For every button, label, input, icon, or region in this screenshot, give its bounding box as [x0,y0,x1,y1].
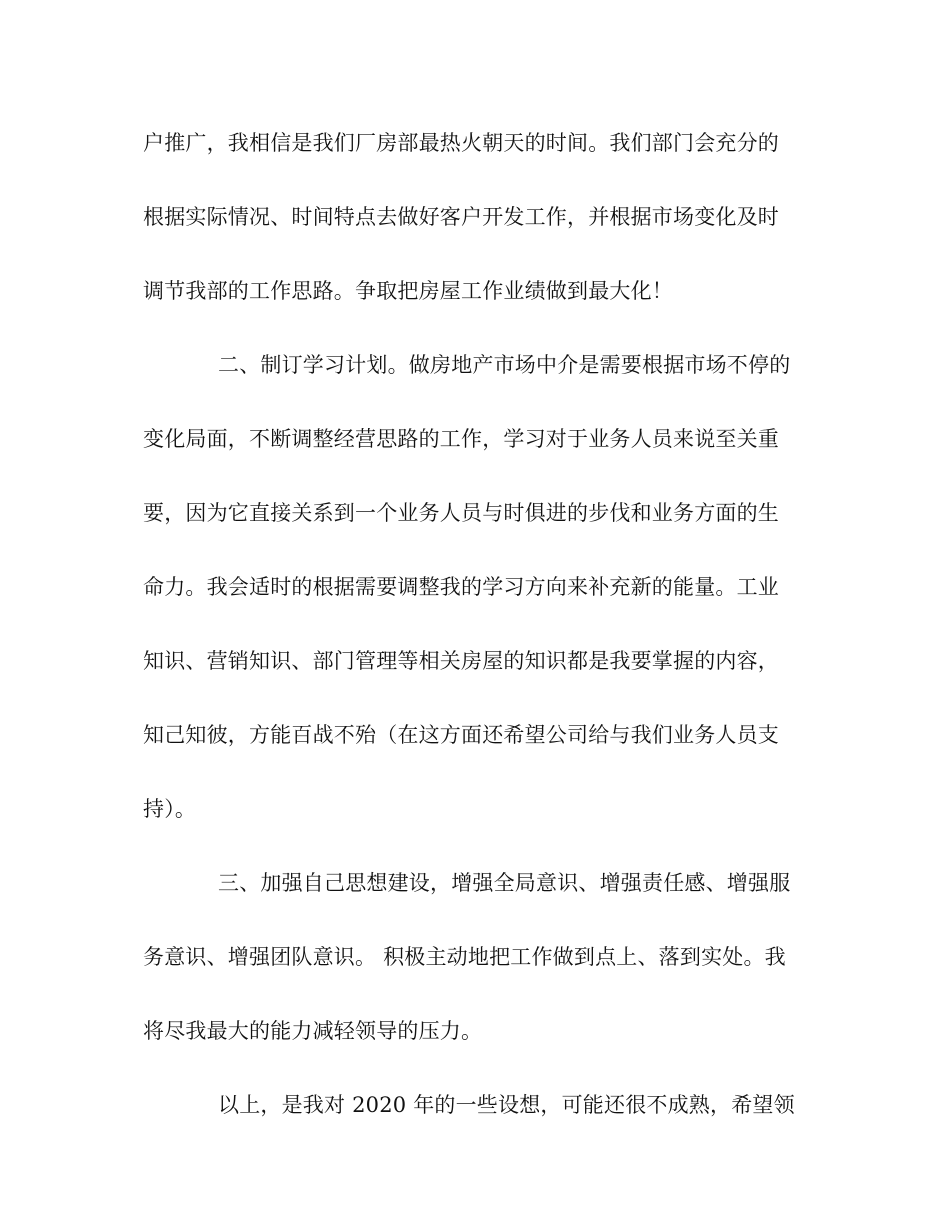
text-line: 要，因为它直接关系到一个业务人员与时俱进的步伐和业务方面的生 [143,501,779,525]
paragraph-start-line: 二、制订学习计划。做房地产市场中介是需要根据市场不停的 [218,353,791,377]
paragraph-start-line: 以上，是我对 2020 年的一些设想，可能还很不成熟，希望领 [218,1093,795,1117]
text-line: 调节我部的工作思路。争取把房屋工作业绩做到最大化！ [143,279,673,303]
text-line: 知识、营销知识、部门管理等相关房屋的知识都是我要掌握的内容， [143,649,779,673]
text-line: 根据实际情况、时间特点去做好客户开发工作，并根据市场变化及时 [143,205,779,229]
text-line: 知己知彼，方能百战不殆（在这方面还希望公司给与我们业务人员支 [143,723,779,747]
text-line: 变化局面，不断调整经营思路的工作，学习对于业务人员来说至关重 [143,427,779,451]
text-line: 务意识、增强团队意识。 积极主动地把工作做到点上、落到实处。我 [143,945,786,969]
text-line: 户推广，我相信是我们厂房部最热火朝天的时间。我们部门会充分的 [143,131,779,155]
text-line: 命力。我会适时的根据需要调整我的学习方向来补充新的能量。工业 [143,575,779,599]
text-line: 持）。 [143,797,197,821]
text-line: 将尽我最大的能力减轻领导的压力。 [143,1019,483,1043]
paragraph-start-line: 三、加强自己思想建设，增强全局意识、增强责任感、增强服 [218,871,791,895]
